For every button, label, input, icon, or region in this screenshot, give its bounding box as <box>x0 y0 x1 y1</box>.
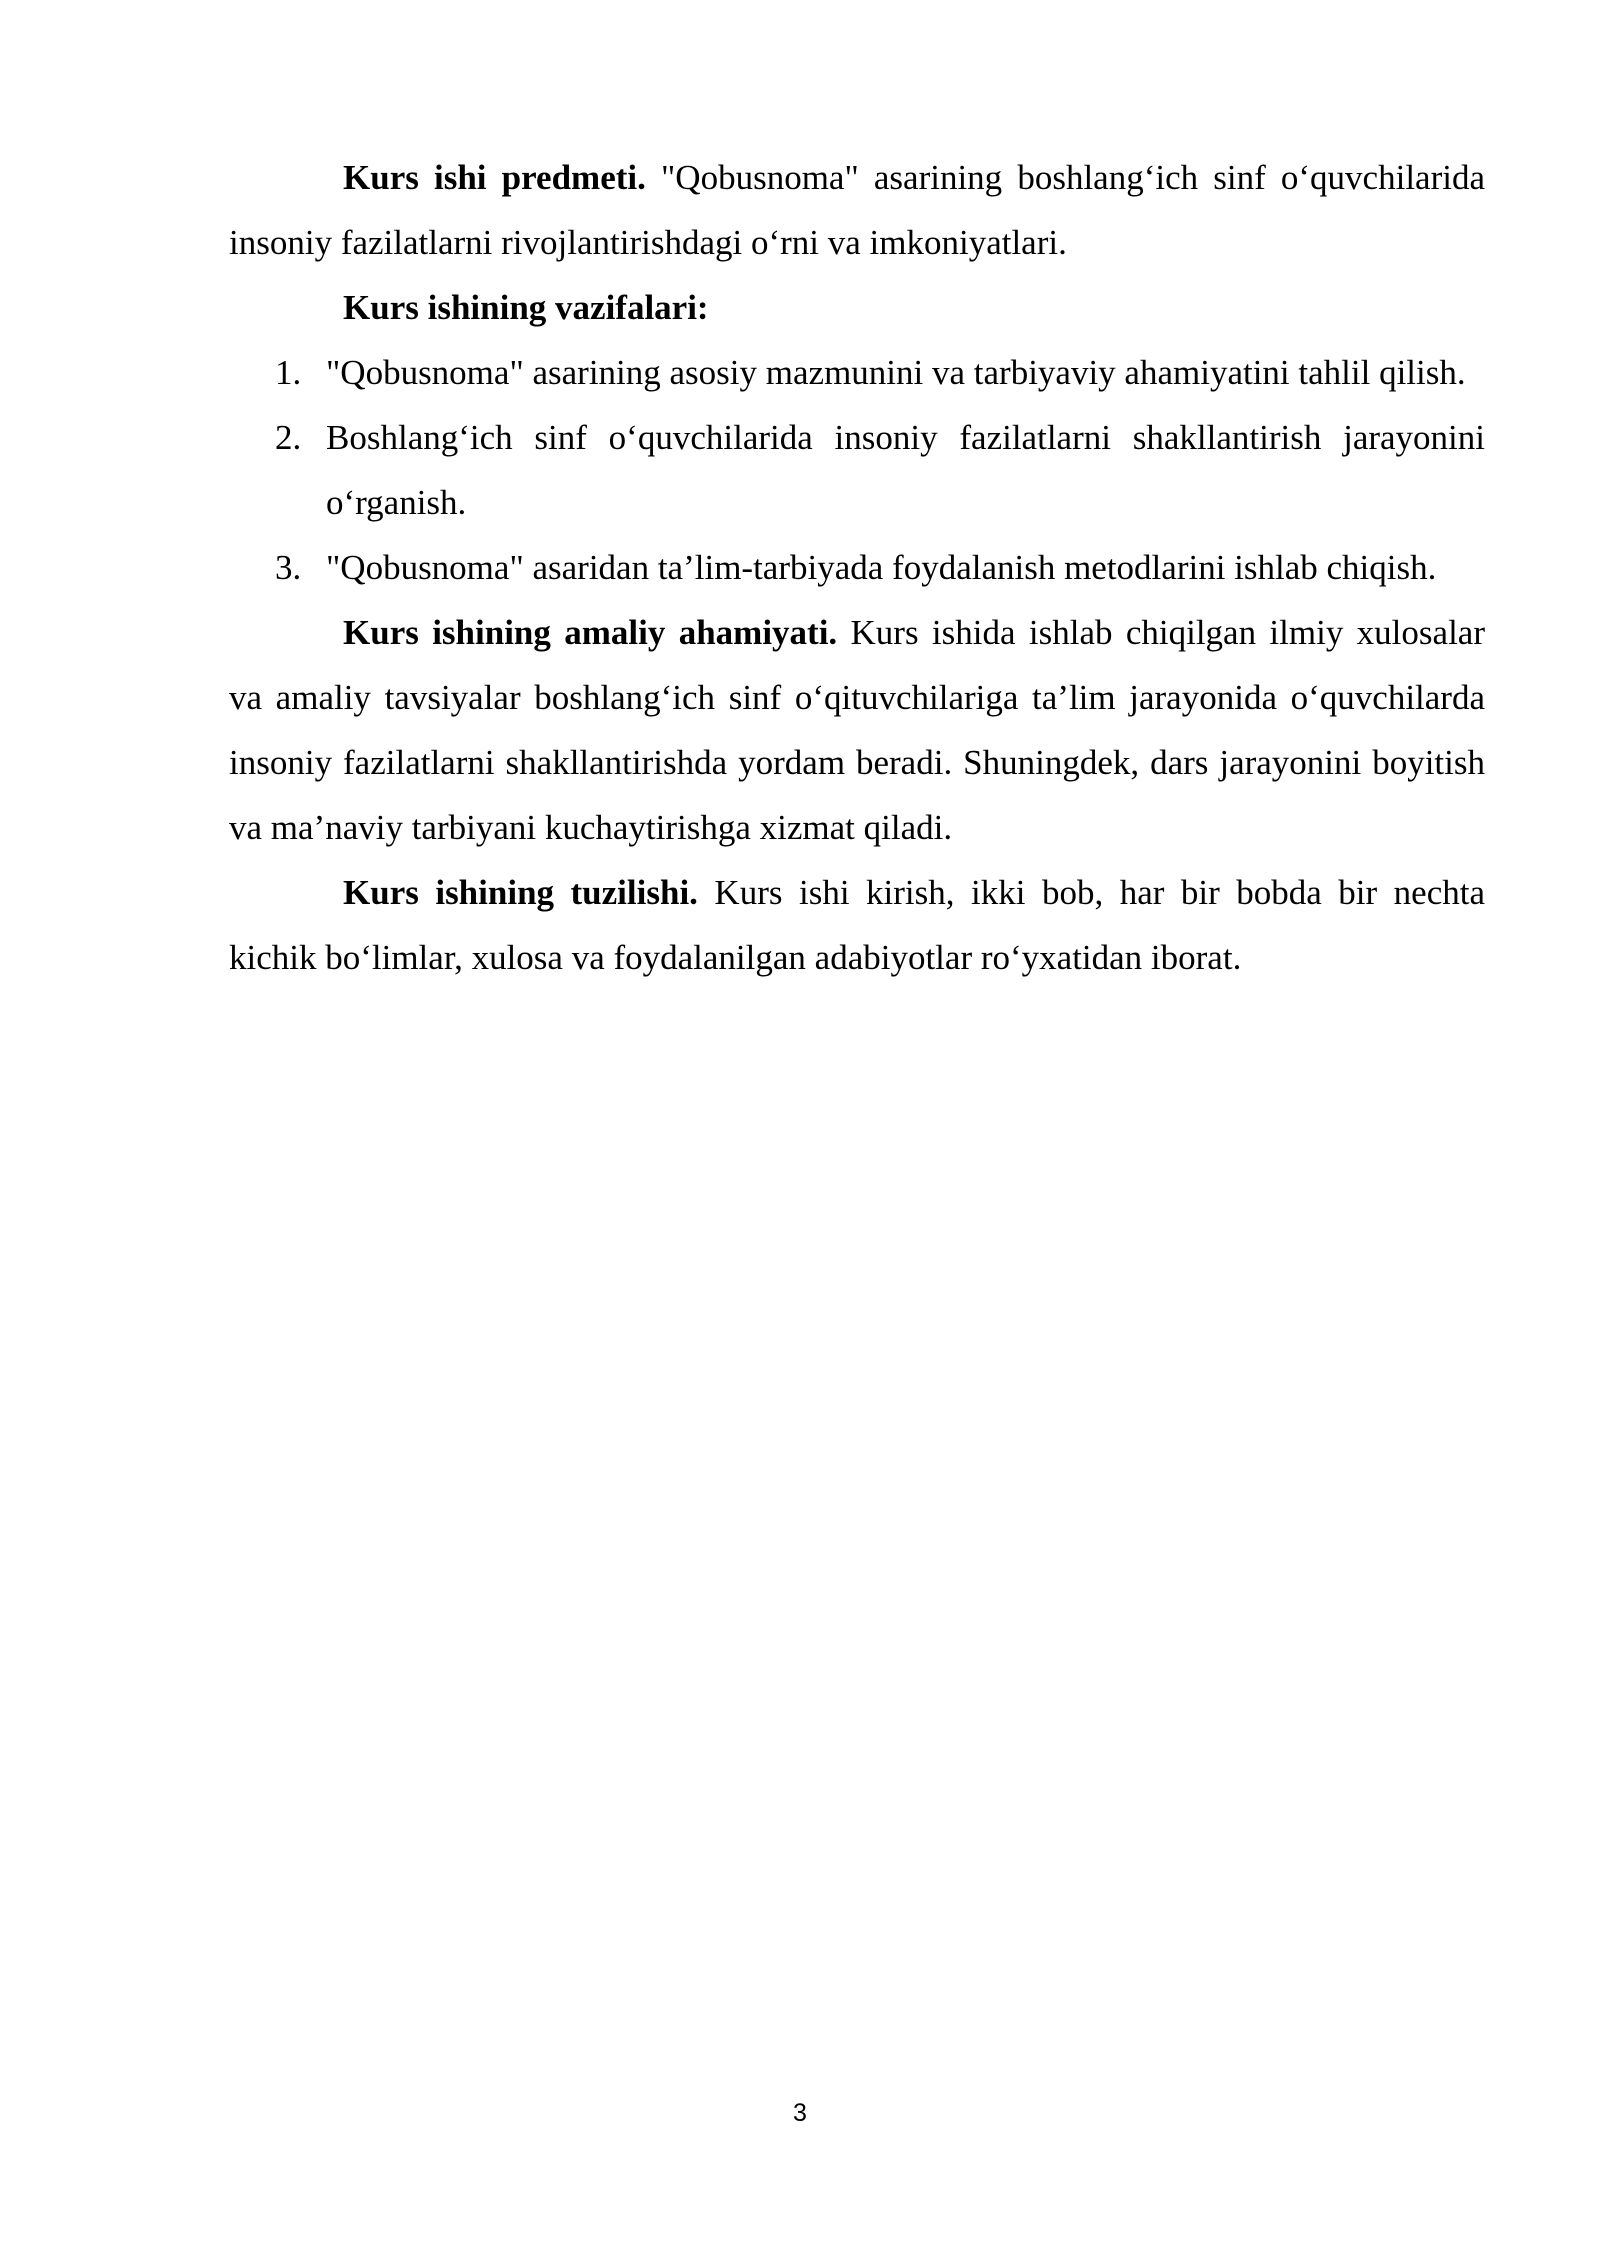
list-item <box>229 535 1485 600</box>
subject-label: Kurs ishi predmeti. <box>343 158 646 197</box>
list-item-number: 2. <box>275 418 302 457</box>
list-item-text: "Qobusnoma" asaridan ta’lim-tarbiyada foydalanish metodlarini ishlab chiqish. <box>326 548 1437 587</box>
subject-text: "Qobusnoma" asarining boshlang‘ich sinf o‘quvchilarida insoniy fazilatlarni rivojlantirishdagi o‘rni va imkoniyatlari. <box>229 158 1485 262</box>
structure-paragraph <box>229 860 1485 990</box>
list-item <box>229 340 1485 405</box>
tasks-heading: Kurs ishining vazifalari: <box>343 288 709 327</box>
tasks-list <box>229 340 1485 600</box>
list-item-number: 1. <box>275 353 302 392</box>
structure-label: Kurs ishining tuzilishi. <box>343 873 698 912</box>
list-item <box>229 405 1485 535</box>
list-item-number: 3. <box>275 548 302 587</box>
practical-paragraph <box>229 600 1485 860</box>
list-item-text: Boshlang‘ich sinf o‘quvchilarida insoniy fazilatlarni shakllantirish jarayonini o‘rganish. <box>326 418 1485 522</box>
practical-label: Kurs ishining amaliy ahamiyati. <box>343 613 838 652</box>
subject-paragraph <box>229 145 1485 275</box>
practical-text: Kurs ishida ishlab chiqilgan ilmiy xulosalar va amaliy tavsiyalar boshlang‘ich sinf o‘qituvchilariga ta’lim jarayonida o‘quvchilarda insoniy fazilatlarni shakllantirishda yordam beradi. Shuningdek, dars jarayonini boyitish va ma’naviy tarbiyani kuchaytirishga xizmat qiladi. <box>229 613 1485 847</box>
document-body <box>229 145 1485 990</box>
page-number: 3 <box>793 2099 807 2127</box>
structure-text: Kurs ishi kirish, ikki bob, har bir bobda bir nechta kichik bo‘limlar, xulosa va foydalanilgan adabiyotlar ro‘yxatidan iborat. <box>229 873 1486 977</box>
list-item-text: "Qobusnoma" asarining asosiy mazmunini va tarbiyaviy ahamiyatini tahlil qilish. <box>326 353 1466 392</box>
